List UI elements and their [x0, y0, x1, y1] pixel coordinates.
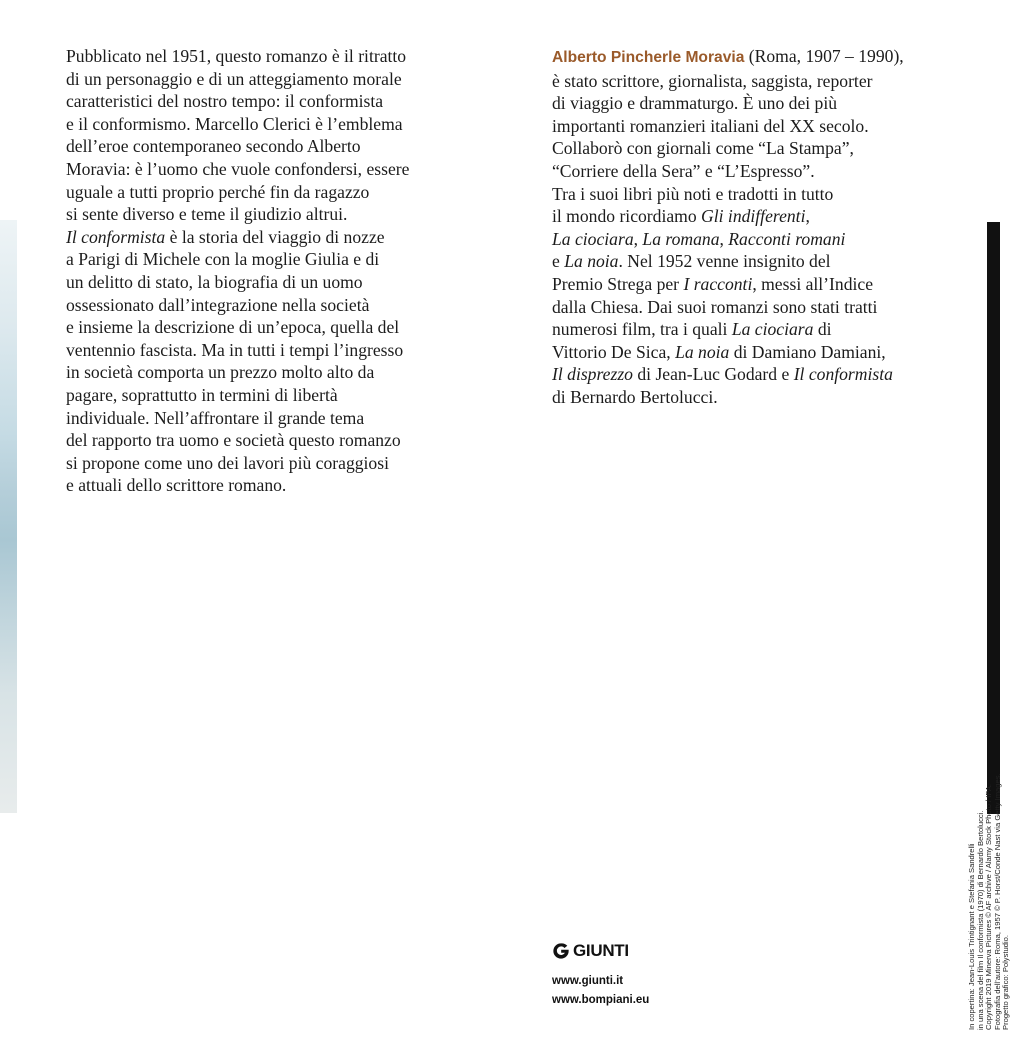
text-segment: di Bernardo Bertolucci.: [552, 386, 718, 407]
text-segment: Moravia: è l’uomo che vuole confondersi, essere: [66, 158, 410, 179]
text-segment: dell’eroe contemporaneo secondo Alberto: [66, 136, 361, 157]
italic-title: La noia: [564, 251, 619, 272]
text-segment: del rapporto tra uomo e società questo romanzo: [66, 430, 401, 451]
text-line: [66, 474, 486, 497]
text-segment: “Corriere della Sera” e “L’Espresso”.: [552, 160, 815, 181]
url-bompiani: www.bompiani.eu: [552, 994, 650, 1006]
bio-first-line: [552, 45, 962, 70]
text-line: [66, 248, 486, 271]
synopsis-text: [66, 45, 486, 497]
bio-body: [552, 70, 962, 409]
credit-line: Fotografia dell’autore: Roma, 1957 © P. Horst/Conde Nast via Getty Images.: [992, 773, 1002, 1030]
text-line: [66, 294, 486, 317]
text-segment: e: [552, 251, 565, 272]
text-segment: si sente diverso e teme il giudizio altrui.: [66, 204, 348, 225]
text-segment: è stato scrittore, giornalista, saggista, reporter: [552, 70, 873, 91]
text-segment: ,: [719, 228, 729, 249]
italic-title: La ciociara: [731, 319, 814, 340]
giunti-logo-icon: [552, 942, 570, 960]
text-line: [66, 135, 486, 158]
spine-bar: [987, 222, 1000, 814]
text-line: [552, 273, 962, 296]
text-line: [552, 70, 962, 93]
text-segment: uguale a tutti proprio perché fin da ragazzo: [66, 181, 370, 202]
italic-title: Racconti romani: [728, 228, 846, 249]
text-segment: in società comporta un prezzo molto alto da: [66, 362, 375, 383]
text-segment: e il conformismo. Marcello Clerici è l’emblema: [66, 113, 403, 134]
text-segment: pagare, soprattutto in termini di libertà: [66, 384, 338, 405]
italic-title: Il conformista: [66, 226, 166, 247]
text-segment: e attuali dello scrittore romano.: [66, 475, 287, 496]
text-segment: caratteristici del nostro tempo: il conformista: [66, 91, 384, 112]
text-segment: di Jean-Luc Godard e: [632, 364, 794, 385]
text-segment: ventennio fascista. Ma in tutti i tempi l’ingresso: [66, 339, 404, 360]
credit-line: Copyright 2019 Minerva Pictures © AF archive / Alamy Stock Photo / IPA.: [984, 783, 994, 1030]
text-segment: di Damiano Damiani,: [729, 341, 886, 362]
text-line: [66, 339, 486, 362]
text-segment: ossessionato dall’integrazione nella società: [66, 294, 370, 315]
text-segment: Premio Strega per: [552, 273, 684, 294]
italic-title: La ciociara: [552, 228, 634, 249]
text-segment: si propone come uno dei lavori più coraggiosi: [66, 452, 389, 473]
text-segment: è la storia del viaggio di nozze: [165, 226, 385, 247]
text-segment: . Nel 1952 venne insignito del: [618, 251, 831, 272]
text-line: [552, 183, 962, 206]
italic-title: Il disprezzo: [552, 364, 633, 385]
text-segment: dalla Chiesa. Dai suoi romanzi sono stati tratti: [552, 296, 878, 317]
text-segment: ,: [805, 206, 810, 227]
text-line: [66, 271, 486, 294]
text-line: [66, 384, 486, 407]
text-line: [552, 386, 962, 409]
text-line: [66, 113, 486, 136]
publisher-name: GIUNTI: [573, 941, 629, 960]
text-segment: Tra i suoi libri più noti e tradotti in tutto: [552, 183, 834, 204]
author-name: Alberto Pincherle Moravia: [552, 49, 745, 66]
photo-credits: [968, 773, 1011, 1030]
text-segment: il mondo ricordiamo: [552, 206, 702, 227]
text-line: [66, 181, 486, 204]
text-line: [66, 361, 486, 384]
text-segment: Collaborò con giornali come “La Stampa”,: [552, 138, 854, 159]
text-line: [552, 92, 962, 115]
credit-line: In copertina: Jean-Louis Trintignant e Stefania Sandrelli: [967, 843, 976, 1030]
author-biography: [552, 45, 962, 409]
italic-title: Gli indifferenti: [701, 206, 806, 227]
text-line: [552, 250, 962, 273]
italic-title: La romana: [642, 228, 720, 249]
text-segment: e insieme la descrizione di un’epoca, quella del: [66, 317, 400, 338]
text-segment: di viaggio e drammaturgo. È uno dei più: [552, 93, 838, 114]
text-line: [552, 115, 962, 138]
text-line: [552, 228, 962, 251]
text-line: [552, 341, 962, 364]
text-segment: ,: [633, 228, 643, 249]
credit-line: in una scena del film Il conformista (1970) di Bernardo Bertolucci.: [975, 810, 985, 1030]
italic-title: La noia: [675, 341, 730, 362]
text-line: [552, 318, 962, 341]
text-line: [66, 407, 486, 430]
author-dates: (Roma, 1907 – 1990),: [744, 46, 904, 66]
text-segment: di un personaggio e di un atteggiamento morale: [66, 68, 402, 89]
text-line: [66, 45, 486, 68]
text-line: [552, 205, 962, 228]
text-line: [552, 137, 962, 160]
text-line: [552, 160, 962, 183]
text-line: [66, 452, 486, 475]
text-segment: , messi all’Indice: [752, 273, 874, 294]
text-segment: un delitto di stato, la biografia di un uomo: [66, 271, 363, 292]
text-line: [66, 429, 486, 452]
publisher-urls: [552, 972, 649, 1010]
text-segment: Vittorio De Sica,: [552, 341, 676, 362]
url-giunti: www.giunti.it: [552, 975, 624, 987]
text-line: [66, 68, 486, 91]
text-line: [66, 316, 486, 339]
text-line: [552, 296, 962, 319]
credit-line: Progetto grafico: Polystudio.: [1001, 935, 1011, 1030]
text-segment: di: [813, 319, 832, 340]
text-line: [66, 158, 486, 181]
italic-title: Il conformista: [793, 364, 893, 385]
text-segment: Pubblicato nel 1951, questo romanzo è il ritratto: [66, 46, 407, 66]
text-line: [66, 90, 486, 113]
text-segment: numerosi film, tra i quali: [552, 319, 732, 340]
text-segment: a Parigi di Michele con la moglie Giulia e di: [66, 249, 380, 270]
text-segment: importanti romanzieri italiani del XX secolo.: [552, 115, 869, 136]
text-line: [552, 363, 962, 386]
publisher-logo: [552, 940, 629, 962]
text-line: [66, 203, 486, 226]
text-line: [66, 226, 486, 249]
cover-photo-edge: [0, 220, 17, 813]
text-segment: individuale. Nell’affrontare il grande tema: [66, 407, 365, 428]
italic-title: I racconti: [683, 273, 753, 294]
